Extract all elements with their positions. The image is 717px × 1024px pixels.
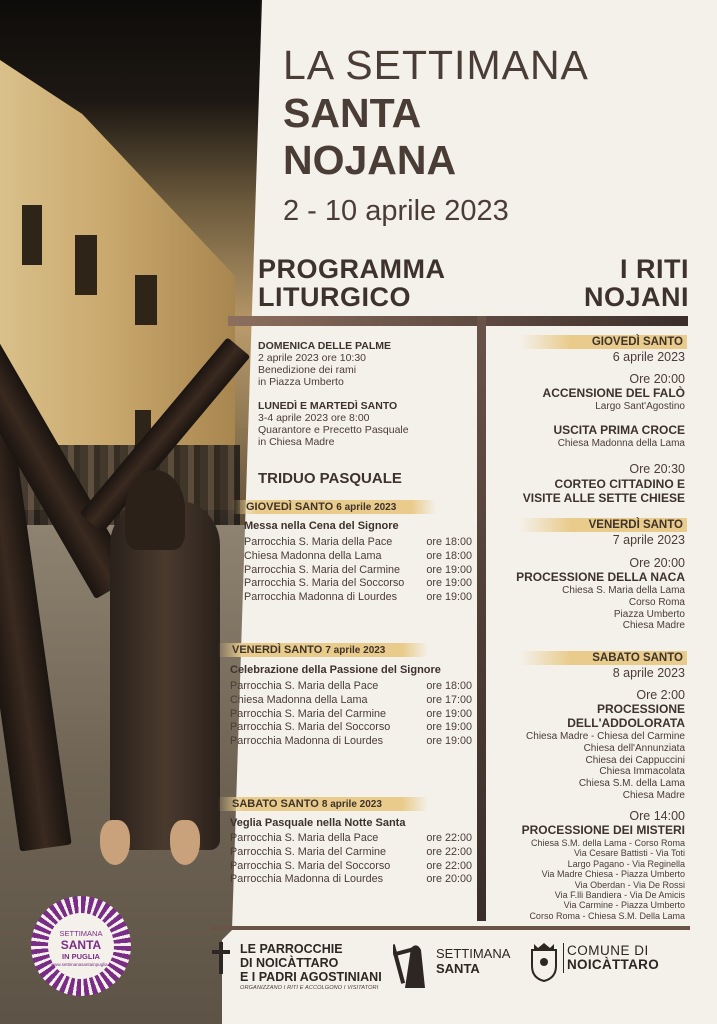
riti-location: Chiesa dell'Annunziata: [583, 742, 685, 754]
lunedi-line: 3-4 aprile 2023 ore 8:00: [258, 412, 370, 424]
heading-programma: [258, 255, 446, 311]
schedule-row: Parrocchia S. Maria del Carmine ore 19:00: [230, 707, 472, 720]
settimana-label: SETTIMANA: [436, 946, 511, 961]
cross-icon: [210, 942, 232, 974]
schedule-sabato: [230, 832, 472, 887]
schedule-row: Parrocchia Madonna di Lourdes ore 20:00: [230, 873, 472, 886]
riti-locations: [526, 731, 685, 802]
title-line-1: LA SETTIMANA: [283, 42, 589, 88]
riti-location: Via Cesare Battisti - Via Toti: [573, 848, 685, 859]
schedule-row: Parrocchia S. Maria del Soccorso ore 19:00: [230, 721, 472, 734]
riti-event: PROCESSIONE DEI MISTERI: [521, 823, 685, 837]
hood: [125, 470, 185, 550]
parrocchie-line: E I PADRI AGOSTINIANI: [240, 970, 382, 984]
riti-event: PROCESSIONE DELLA NACA: [516, 570, 685, 584]
ribbon-day: VENERDÌ SANTO: [232, 644, 323, 656]
riti-location: Largo Sant'Agostino: [595, 401, 685, 412]
heading-line: PROGRAMMA: [258, 254, 446, 284]
riti-time: Ore 2:00: [636, 688, 685, 702]
ribbon-riti-venerdi: VENERDÌ SANTO: [520, 518, 687, 532]
schedule-row: Parrocchia S. Maria del Carmine ore 19:00: [244, 563, 472, 576]
riti-location: Via Carmine - Piazza Umberto: [563, 900, 685, 911]
lunedi-line: in Chiesa Madre: [258, 436, 335, 448]
riti-location: Via Madre Chiesa - Piazza Umberto: [541, 869, 685, 880]
ribbon-giovedi: [232, 500, 436, 514]
event-title: Veglia Pasquale nella Notte Santa: [230, 817, 406, 829]
riti-event: VISITE ALLE SETTE CHIESE: [522, 491, 685, 505]
ribbon-date: 8 aprile 2023: [321, 799, 382, 810]
footer-divider: [210, 926, 690, 930]
schedule-row: Parrocchia S. Maria della Pace ore 18:00: [230, 680, 472, 692]
riti-location: Chiesa Madre: [622, 789, 685, 801]
parrocchie-subtitle: ORGANIZZANO I RITI E ACCOLGONO I VISITATORI: [240, 985, 379, 991]
riti-date: 7 aprile 2023: [612, 533, 685, 547]
ribbon-day: GIOVEDÌ SANTO: [246, 501, 334, 513]
schedule-row: Parrocchia S. Maria della Pace ore 22:00: [230, 832, 472, 844]
schedule-row: Parrocchia S. Maria del Soccorso ore 19:00: [244, 577, 472, 590]
heading-line: NOJANI: [583, 282, 689, 312]
window: [22, 205, 42, 265]
schedule-row: Parrocchia Madonna di Lourdes ore 19:00: [230, 735, 472, 748]
riti-event: DELL'ADDOLORATA: [567, 716, 685, 730]
riti-location: Corso Roma - Chiesa S.M. Della Lama: [529, 910, 685, 921]
ribbon-riti-giovedi: GIOVEDÌ SANTO: [520, 335, 687, 349]
riti-location: Chiesa Madre - Chiesa del Carmine: [526, 731, 685, 742]
schedule-row: Chiesa Madonna della Lama ore 18:00: [244, 549, 472, 562]
riti-event: CORTEO CITTADINO E: [554, 477, 685, 491]
event-dates: 2 - 10 aprile 2023: [283, 195, 509, 227]
event-title: Celebrazione della Passione del Signore: [230, 664, 441, 676]
riti-event: PROCESSIONE: [596, 702, 685, 716]
riti-location: Chiesa S.M. della Lama - Corso Roma: [530, 838, 685, 848]
cross-vertical-divider: [477, 316, 486, 921]
heading-riti: [584, 255, 689, 311]
riti-date: 8 aprile 2023: [612, 666, 685, 680]
logo-text: SANTA: [60, 938, 102, 952]
window: [75, 235, 97, 295]
riti-time: Ore 20:30: [629, 462, 685, 476]
title-main: [283, 90, 456, 184]
palme-line: 2 aprile 2023 ore 10:30: [258, 352, 366, 364]
riti-event: ACCENSIONE DEL FALÒ: [542, 386, 685, 400]
lunedi-title: LUNEDÌ E MARTEDÌ SANTO: [258, 400, 398, 412]
riti-location: Chiesa dei Cappuccini: [585, 754, 685, 766]
title-line-3: NOJANA: [283, 137, 457, 183]
riti-location: Chiesa Madre: [622, 620, 685, 632]
riti-location: Largo Pagano - Via Reginella: [567, 858, 685, 869]
riti-location: Corso Roma: [628, 596, 685, 608]
riti-location: Chiesa S. Maria della Lama: [562, 585, 685, 596]
ribbon-day: SABATO SANTO: [232, 798, 319, 810]
riti-time: Ore 20:00: [629, 556, 685, 570]
heading-line: LITURGICO: [258, 282, 411, 312]
riti-locations: [529, 838, 685, 921]
logo-text: SETTIMANA: [59, 929, 103, 938]
riti-location: Chiesa Immacolata: [599, 766, 685, 778]
santa-label: SANTA: [436, 961, 480, 976]
parrocchie-text: [240, 942, 382, 984]
comune-label: COMUNE DI: [567, 943, 649, 958]
riti-location: Via Oberdan - Via De Rossi: [574, 879, 685, 890]
event-title: Messa nella Cena del Signore: [244, 520, 399, 532]
riti-event: USCITA PRIMA CROCE: [553, 423, 685, 437]
schedule-venerdi: [230, 680, 472, 749]
heading-line: I RITI: [620, 254, 689, 284]
palme-line: Benedizione dei rami: [258, 364, 357, 376]
title-line-2: SANTA: [283, 90, 422, 136]
riti-location: Chiesa Madonna della Lama: [557, 438, 685, 449]
riti-locations: [562, 585, 685, 632]
riti-time: Ore 20:00: [629, 372, 685, 386]
lunedi-line: Quarantore e Precetto Pasquale: [258, 424, 409, 436]
schedule-row: Parrocchia S. Maria del Soccorso ore 22:00: [230, 859, 472, 872]
riti-time: Ore 14:00: [629, 809, 685, 823]
schedule-row: Parrocchia S. Maria del Carmine ore 22:00: [230, 845, 472, 858]
hooded-penitent-icon: [393, 940, 429, 990]
schedule-row: Chiesa Madonna della Lama ore 17:00: [230, 693, 472, 706]
window: [135, 275, 157, 325]
foot: [170, 820, 200, 865]
riti-location: Chiesa S.M. della Lama: [578, 778, 685, 790]
comune-crest-icon: [528, 942, 560, 982]
ribbon-riti-sabato: SABATO SANTO: [520, 651, 687, 665]
logo-text: IN PUGLIA: [62, 952, 100, 961]
palme-line: in Piazza Umberto: [258, 376, 344, 388]
riti-location: Via F.lli Bandiera - Via De Amicis: [554, 890, 685, 901]
triduo-heading: TRIDUO PASQUALE: [258, 470, 402, 487]
schedule-row: Parrocchia Madonna di Lourdes ore 19:00: [244, 591, 472, 604]
background-photo: [0, 0, 260, 1024]
hooded-figure: [110, 500, 220, 850]
foot: [100, 820, 130, 865]
ribbon-date: 6 aprile 2023: [336, 502, 397, 513]
schedule-giovedi: [244, 536, 472, 605]
schedule-row: Parrocchia S. Maria della Pace ore 18:00: [244, 536, 472, 548]
logo-text: www.settimanasantainpuglia.it: [50, 962, 112, 967]
riti-date: 6 aprile 2023: [612, 350, 685, 364]
riti-location: Piazza Umberto: [613, 608, 685, 620]
cross-horizontal-divider: [228, 316, 688, 326]
ribbon-date: 7 aprile 2023: [325, 645, 386, 656]
parrocchie-line: LE PARROCCHIE: [240, 942, 343, 956]
noicattaro-label: NOICÀTTARO: [567, 957, 659, 972]
parrocchie-line: DI NOICÀTTARO: [240, 956, 339, 970]
ribbon-sabato: [218, 797, 428, 811]
palme-title: DOMENICA DELLE PALME: [258, 340, 391, 352]
footer-separator: [563, 943, 564, 973]
ribbon-venerdi: [218, 643, 428, 657]
